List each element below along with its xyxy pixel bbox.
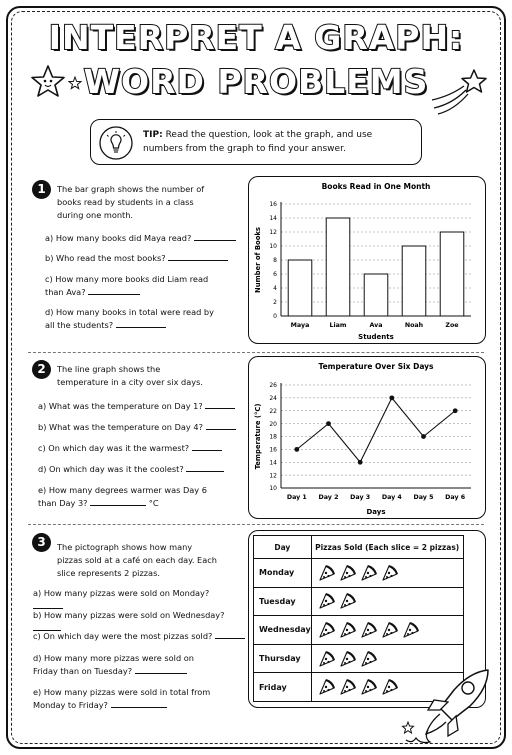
y-tick-label: 18 <box>269 433 277 441</box>
x-tick-label: Day 6 <box>445 494 466 501</box>
line-chart-box <box>248 356 486 519</box>
pictograph-slices <box>311 587 463 616</box>
x-tick-label: Day 5 <box>413 494 434 501</box>
answer-blank-3d[interactable] <box>135 665 187 674</box>
y-tick-label: 6 <box>273 271 277 279</box>
x-tick-label: Day 2 <box>318 494 339 501</box>
y-tick-label: 12 <box>269 472 277 480</box>
section-3-intro: The pictograph shows how many pizzas sold at a café on each day. Each slice represents 2 pizzas. <box>57 542 217 578</box>
question-2e <box>38 484 218 510</box>
pizza-slice-icon <box>381 564 399 582</box>
y-tick-label: 24 <box>269 395 277 403</box>
question-1b <box>45 252 245 265</box>
question-3b-text: b) How many pizzas were sold on Wednesday? <box>33 610 225 620</box>
answer-blank-2c[interactable] <box>192 442 222 451</box>
question-3d-text: d) How many more pizzas were sold on Friday than on Tuesday? <box>33 653 194 676</box>
pictograph-day-label: Friday <box>254 673 312 702</box>
bar-chart-box <box>248 176 486 344</box>
pizza-slice-icon <box>318 678 336 696</box>
x-tick-label: Day 1 <box>286 494 307 501</box>
question-1a <box>45 232 245 245</box>
data-point <box>294 447 299 452</box>
section-divider-2 <box>28 524 484 525</box>
tip-label: TIP: <box>143 130 163 140</box>
pizza-slice-icon <box>402 621 420 639</box>
chart-title: Books Read in One Month <box>321 182 431 191</box>
answer-blank-2b[interactable] <box>206 421 236 430</box>
pictograph-row <box>254 616 464 645</box>
data-point <box>326 421 331 426</box>
y-tick-label: 4 <box>273 285 277 293</box>
pizza-slice-icon <box>318 621 336 639</box>
question-3c <box>33 630 248 643</box>
question-1c <box>45 273 215 299</box>
answer-blank-3c[interactable] <box>215 630 245 639</box>
x-tick-label: Maya <box>290 322 310 329</box>
pizza-slice-icon <box>381 678 399 696</box>
data-point <box>421 434 426 439</box>
title-line-2: WORD PROBLEMS <box>83 62 429 101</box>
pizza-slice-icon <box>318 650 336 668</box>
question-1d <box>45 306 215 332</box>
question-3c-text: c) On which day were the most pizzas sold? <box>33 631 213 641</box>
tip-text <box>143 128 413 156</box>
question-1b-text: b) Who read the most books? <box>45 253 166 263</box>
answer-blank-2d[interactable] <box>186 463 224 472</box>
series-line <box>297 398 455 462</box>
pizza-slice-icon <box>339 592 357 610</box>
pizza-slice-icon <box>339 678 357 696</box>
pizza-slice-icon <box>360 564 378 582</box>
section-2-intro: The line graph shows the temperature in a city over six days. <box>57 364 203 387</box>
bar <box>440 232 464 316</box>
section-3-number: 3 <box>32 533 51 552</box>
pizza-slice-icon <box>318 592 336 610</box>
answer-blank-1d[interactable] <box>116 319 166 328</box>
answer-blank-1b[interactable] <box>168 252 228 261</box>
question-2d-text: d) On which day was it the coolest? <box>38 464 184 474</box>
pictograph-row <box>254 559 464 588</box>
x-tick-label: Zoe <box>445 322 459 329</box>
pictograph-header-day: Day <box>254 536 312 559</box>
answer-blank-3e[interactable] <box>111 699 167 708</box>
x-axis-label: Days <box>366 508 386 516</box>
y-tick-label: 20 <box>269 420 277 428</box>
bar <box>288 260 312 316</box>
y-axis-label: Temperature (°C) <box>254 403 262 470</box>
pizza-slice-icon <box>318 564 336 582</box>
answer-blank-3a[interactable] <box>33 600 63 609</box>
y-tick-label: 16 <box>269 446 277 454</box>
bar <box>364 274 388 316</box>
data-point <box>358 460 363 465</box>
data-point <box>389 395 394 400</box>
question-3a-text: a) How many pizzas were sold on Monday? <box>33 588 210 598</box>
section-1-number: 1 <box>32 180 51 199</box>
bar-chart <box>249 177 485 343</box>
question-2a <box>38 400 238 413</box>
question-2c-text: c) On which day was it the warmest? <box>38 443 190 453</box>
pizza-slice-icon <box>381 621 399 639</box>
lightbulb-icon <box>99 126 133 160</box>
x-axis-label: Students <box>358 333 394 341</box>
y-tick-label: 10 <box>269 485 277 493</box>
answer-unit-2e: °C <box>148 498 159 508</box>
y-tick-label: 12 <box>269 229 277 237</box>
question-3d <box>33 652 213 678</box>
question-3e <box>33 686 213 712</box>
y-tick-label: 10 <box>269 243 277 251</box>
tip-body: Read the question, look at the graph, and use numbers from the graph to find your answer. <box>143 130 373 154</box>
answer-blank-2e[interactable] <box>90 497 146 506</box>
section-2-number: 2 <box>32 360 51 379</box>
y-tick-label: 0 <box>273 313 277 321</box>
y-tick-label: 22 <box>269 407 277 415</box>
answer-blank-2a[interactable] <box>205 400 235 409</box>
y-tick-label: 14 <box>269 459 277 467</box>
data-point <box>453 408 458 413</box>
section-divider-1 <box>28 352 484 353</box>
question-2b-text: b) What was the temperature on Day 4? <box>38 422 203 432</box>
pizza-slice-icon <box>339 650 357 668</box>
y-tick-label: 26 <box>269 382 277 390</box>
pictograph-row <box>254 587 464 616</box>
chart-title: Temperature Over Six Days <box>318 362 434 371</box>
pictograph-day-label: Wednesday <box>254 616 312 645</box>
question-2a-text: a) What was the temperature on Day 1? <box>38 401 203 411</box>
x-tick-label: Liam <box>329 322 347 329</box>
pictograph-day-label: Tuesday <box>254 587 312 616</box>
answer-blank-1a[interactable] <box>194 232 236 241</box>
question-1a-text: a) How many books did Maya read? <box>45 233 192 243</box>
question-2e-text: e) How many degrees warmer was Day 6 than Day 3? <box>38 485 207 508</box>
pictograph-header-pizzas: Pizzas Sold (Each slice = 2 pizzas) <box>311 536 463 559</box>
x-tick-label: Day 4 <box>381 494 402 501</box>
title-line-1: INTERPRET A GRAPH: <box>48 18 464 57</box>
y-tick-label: 2 <box>273 299 277 307</box>
rocket-icon <box>400 666 500 748</box>
pizza-slice-icon <box>360 678 378 696</box>
pizza-slice-icon <box>339 564 357 582</box>
question-2b <box>38 421 238 434</box>
pizza-slice-icon <box>360 621 378 639</box>
question-1d-text: d) How many books in total were read by all the students? <box>45 307 214 330</box>
pizza-slice-icon <box>360 650 378 668</box>
y-tick-label: 14 <box>269 215 277 223</box>
bar <box>402 246 426 316</box>
y-tick-label: 16 <box>269 201 277 209</box>
answer-blank-1c[interactable] <box>88 286 140 295</box>
x-tick-label: Ava <box>369 322 383 329</box>
question-1c-text: c) How many more books did Liam read than Ava? <box>45 274 209 297</box>
pictograph-header-row <box>254 536 464 559</box>
bar <box>326 218 350 316</box>
tip-box <box>90 119 422 165</box>
pictograph-slices <box>311 559 463 588</box>
x-tick-label: Noah <box>404 322 424 329</box>
pictograph-day-label: Monday <box>254 559 312 588</box>
line-chart <box>249 357 485 518</box>
pictograph-slices <box>311 616 463 645</box>
section-1-intro: The bar graph shows the number of books read by students in a class during one month. <box>57 184 205 220</box>
x-tick-label: Day 3 <box>350 494 371 501</box>
question-3e-text: e) How many pizzas were sold in total from Monday to Friday? <box>33 687 211 710</box>
pictograph-day-label: Thursday <box>254 644 312 673</box>
y-tick-label: 8 <box>273 257 277 265</box>
pizza-slice-icon <box>339 621 357 639</box>
y-axis-label: Number of Books <box>254 227 262 293</box>
question-2d <box>38 463 238 476</box>
question-2c <box>38 442 238 455</box>
